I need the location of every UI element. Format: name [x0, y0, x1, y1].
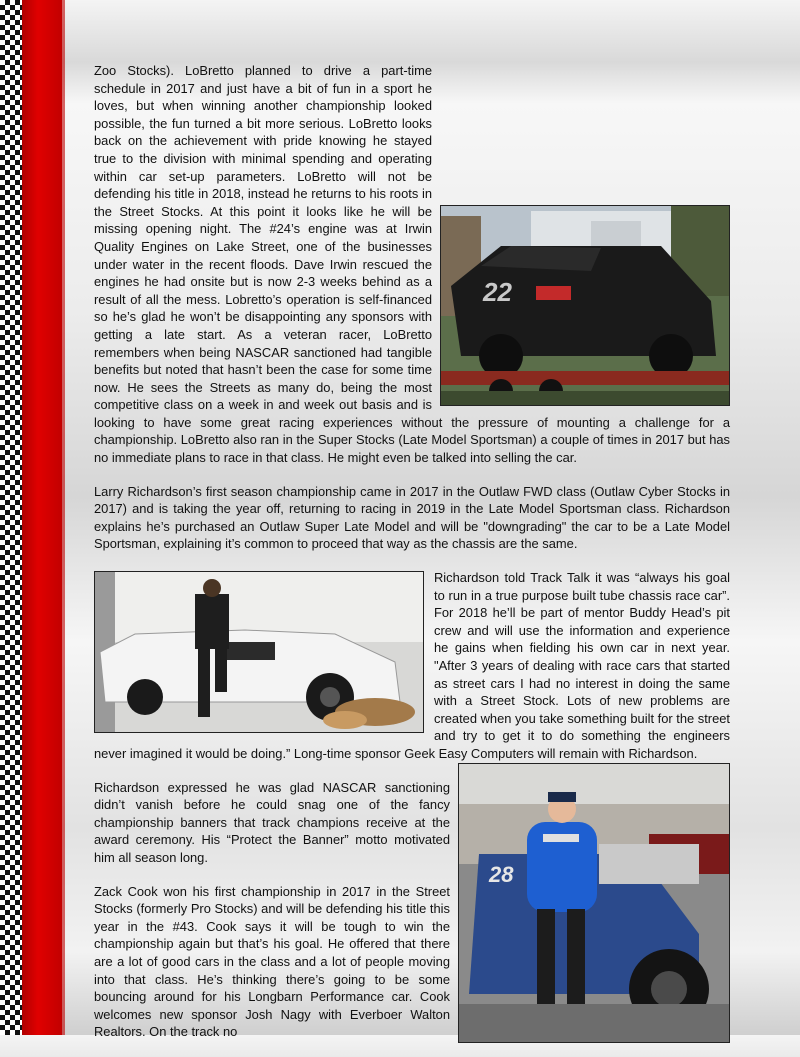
- race-car-trailer-image: [441, 206, 729, 405]
- richardson-car-image: [95, 572, 423, 732]
- paragraph-richardson-intro: Larry Richardson’s first season championship came in 2017 in the Outlaw FWD class (Outlaw Cyber Stocks in 2017) and is taking the year off, returning to racing in 2019 in the Late Model Sportsman class. Richardson explains he’s purchased an Outlaw Super Late Model and will be "downgrading" the car to be a Late Model Sportsman, explaining it’s common to proceed that way as the chassis are the same.: [94, 483, 730, 552]
- checkered-border: [0, 0, 62, 1035]
- paragraph-zack-cook: Zack Cook won his first championship in 2017 in the Street Stocks (formerly Pro Stocks) and will be defending his title this year in the #43. Cook says it will be tough to win the championship again but that’s his goal. He offered that there are a lot of good cars in the class and a lot of people moving into that class. He’s thinking there’s going to be some bouncing around for his Longbarn Performance car. Cook welcomes new sponsor Josh Nagy with Everboer Walton Realtors. On the track no: [94, 883, 450, 1040]
- photo-richardson-with-car: [94, 571, 424, 733]
- checkered-flag-pattern: [0, 0, 22, 1035]
- article-body: [94, 62, 730, 1057]
- paragraph-lobretto: Zoo Stocks). LoBretto planned to drive a part-time schedule in 2017 and just have a bit of fun in a sport he loves, but when winning another championship looked possible, the fun turned a bit more serious. LoBretto looks back on the achievement with pride knowing he stayed true to the division with minimal spending and operating within car set-up parameters. LoBretto will not be defending his title in 2018, instead he returns to his roots in the Street Stocks. At this point it looks like he will be missing opening night. The #24’s engine was at Irwin Quality Engines on Lake Street, one of the businesses under water in the recent floods. Dave Irwin rescued the engines he had onsite but is now 2-3 weeks behind as a result of all the mess. Lobretto’s operation is self-financed so he’s glad he won’t be disappointing any sponsors with getting a late start. As a veteran racer, LoBretto remembers when being NASCAR sanctioned had tangible benefits but noted that hasn’t been the case for some time now. He sees the Streets as many do, being the most competitive class on a week in and week out basis and is looking to have some great racing experiences without the pressure of mounting a challenge for a championship. LoBretto also ran in the Super Stocks (Late Model Sportsman) a couple of times in 2017 but has no immediate plans to race in that class. He might even be talked into selling the car.: [94, 63, 730, 466]
- photo-race-car-on-trailer: [440, 205, 730, 406]
- red-border-band: [22, 0, 62, 1035]
- paragraph-richardson-track-talk: Richardson told Track Talk it was “always his goal to run in a true purpose built tube chassis race car”. For 2018 he’ll be part of mentor Buddy Head’s pit crew and will use the information and experience he gains when fielding his own car in next year. "After 3 years of dealing with race cars that started as street cars I had no interest in doing the same with a Street Stock. Lots of new problems are created when you take something built for the street and try to get it to do something the engineers never imagined it would be doing.” Long-time sponsor Geek Easy Computers will remain with Richardson.: [94, 570, 730, 761]
- zack-cook-car-image: [459, 764, 729, 1042]
- car-number-22: 22: [483, 277, 512, 307]
- red-border-line: [62, 0, 65, 1035]
- paragraph-richardson-banner: Richardson expressed he was glad NASCAR sanctioning didn’t vanish before he could snag one of the fancy championship banners that track champions receive at the award ceremony. His “Protect the Banner” motto motivated him all season long.: [94, 779, 450, 865]
- photo-zack-cook-with-car: [458, 763, 730, 1043]
- car-number-28: 28: [489, 861, 514, 887]
